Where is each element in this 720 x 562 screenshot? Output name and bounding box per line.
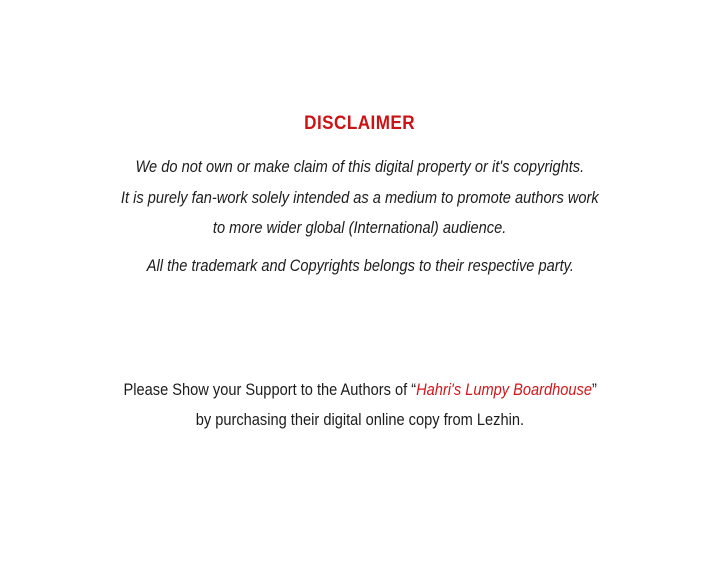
disclaimer-title-text: DISCLAIMER <box>304 113 416 134</box>
disclaimer-line-1 <box>0 157 720 177</box>
series-title: Hahri's Lumpy Boardhouse <box>415 380 592 399</box>
support-prefix: Please Show your Support to the Authors of “ <box>123 380 416 399</box>
disclaimer-line-1-text: We do not own or make claim of this digital property or it's copyrights. <box>135 157 585 176</box>
support-line-2 <box>0 410 720 430</box>
support-suffix: ” <box>591 380 597 399</box>
disclaimer-title <box>0 113 720 135</box>
disclaimer-line-4-text: All the trademark and Copyrights belongs to their respective party. <box>146 256 574 275</box>
support-line-1-text <box>123 380 596 400</box>
support-line-2-text: by purchasing their digital online copy from Lezhin. <box>195 410 525 429</box>
disclaimer-line-3 <box>0 218 720 238</box>
disclaimer-line-2 <box>0 188 720 208</box>
disclaimer-line-3-text: to more wider global (International) audience. <box>213 218 507 237</box>
disclaimer-line-2-text: It is purely fan-work solely intended as a medium to promote authors work <box>121 188 599 207</box>
support-line-1 <box>0 380 720 400</box>
disclaimer-line-4 <box>0 256 720 276</box>
